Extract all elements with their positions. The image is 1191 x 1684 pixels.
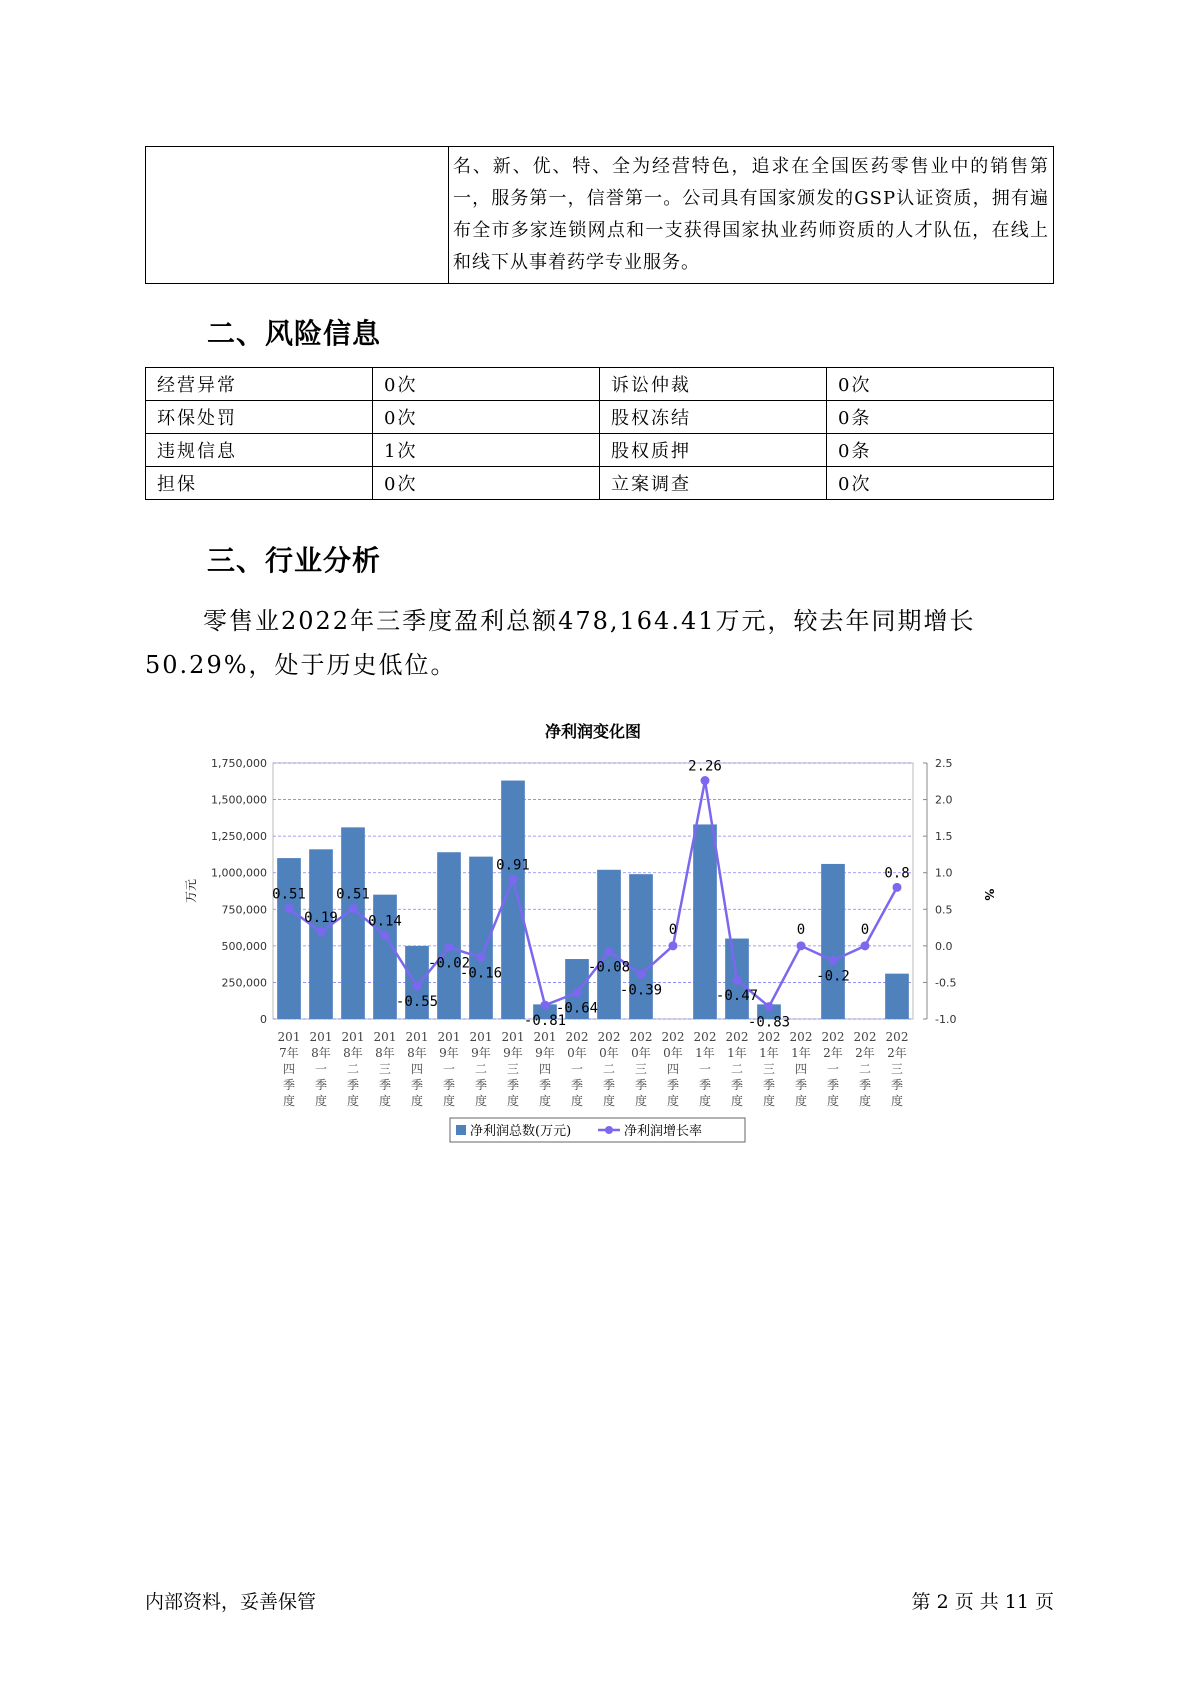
risk-value: 0次 xyxy=(827,467,1054,500)
x-tick-label: 9年 xyxy=(535,1046,555,1060)
x-tick-label: 度 xyxy=(666,1094,680,1108)
growth-rate-point xyxy=(381,931,390,940)
growth-rate-point xyxy=(349,904,358,913)
y2-tick-label: 1.5 xyxy=(935,830,953,844)
x-tick-label: 9年 xyxy=(471,1046,491,1060)
x-tick-label: 二 xyxy=(602,1062,616,1076)
y2-tick-label: -0.5 xyxy=(935,976,957,990)
x-tick-label: 202 xyxy=(853,1030,877,1044)
x-tick-label: 202 xyxy=(885,1030,909,1044)
data-label: 0.91 xyxy=(496,857,530,874)
data-label: 0.19 xyxy=(304,909,338,926)
x-tick-label: 9年 xyxy=(503,1046,523,1060)
risk-value: 0次 xyxy=(373,368,600,401)
growth-rate-point xyxy=(285,904,294,913)
industry-paragraph: 零售业2022年三季度盈利总额478,164.41万元，较去年同期增长50.29%，处于历史低位。 xyxy=(145,607,976,679)
x-tick-label: 季 xyxy=(794,1078,808,1092)
x-tick-label: 季 xyxy=(698,1078,712,1092)
x-tick-label: 8年 xyxy=(407,1046,427,1060)
x-tick-label: 201 xyxy=(277,1030,301,1044)
legend-line-label: 净利润增长率 xyxy=(624,1124,703,1139)
data-label: 0 xyxy=(796,921,806,938)
risk-value: 0次 xyxy=(373,467,600,500)
x-tick-label: 季 xyxy=(442,1078,456,1092)
x-tick-label: 一 xyxy=(826,1062,840,1076)
x-tick-label: 0年 xyxy=(567,1046,587,1060)
intro-text-cell: 名、新、优、特、全为经营特色，追求在全国医药零售业中的销售第一，服务第一，信誉第一。公司具有国家颁发的GSP认证资质，拥有遍布全市多家连锁网点和一支获得国家执业药师资质的人才队伍，在线上和线下从事着药学专业服务。 xyxy=(449,147,1054,284)
intro-label-cell xyxy=(146,147,449,284)
x-tick-label: 201 xyxy=(469,1030,493,1044)
x-tick-label: 季 xyxy=(762,1078,776,1092)
y-tick-label: 1,000,000 xyxy=(211,866,267,880)
x-tick-label: 度 xyxy=(282,1094,296,1108)
growth-rate-point xyxy=(765,1002,774,1011)
growth-rate-point xyxy=(893,883,902,892)
x-tick-label: 四 xyxy=(794,1062,808,1076)
x-tick-label: 度 xyxy=(506,1094,520,1108)
x-tick-label: 季 xyxy=(634,1078,648,1092)
y-tick-label: 500,000 xyxy=(221,939,267,953)
x-tick-label: 201 xyxy=(501,1030,525,1044)
x-tick-label: 度 xyxy=(346,1094,360,1108)
y2-tick-label: -1.0 xyxy=(935,1013,957,1026)
bar xyxy=(437,852,461,1019)
data-label: -0.02 xyxy=(427,955,471,972)
x-tick-label: 202 xyxy=(725,1030,749,1044)
growth-rate-point xyxy=(605,947,614,956)
x-tick-label: 季 xyxy=(858,1078,872,1092)
x-tick-label: 0年 xyxy=(631,1046,651,1060)
x-tick-label: 8年 xyxy=(375,1046,395,1060)
risk-value: 0条 xyxy=(827,401,1054,434)
x-tick-label: 度 xyxy=(474,1094,488,1108)
y2-tick-label: 2.0 xyxy=(935,793,953,807)
x-tick-label: 三 xyxy=(506,1062,520,1076)
x-tick-label: 202 xyxy=(693,1030,717,1044)
risk-label: 股权冻结 xyxy=(600,401,827,434)
x-tick-label: 201 xyxy=(309,1030,333,1044)
x-tick-label: 202 xyxy=(565,1030,589,1044)
x-tick-label: 度 xyxy=(794,1094,808,1108)
x-tick-label: 季 xyxy=(826,1078,840,1092)
x-tick-label: 季 xyxy=(474,1078,488,1092)
x-tick-label: 度 xyxy=(858,1094,872,1108)
bar xyxy=(341,827,365,1019)
growth-rate-point xyxy=(861,941,870,950)
x-tick-label: 三 xyxy=(762,1062,776,1076)
x-tick-label: 二 xyxy=(346,1062,360,1076)
x-tick-label: 季 xyxy=(282,1078,296,1092)
x-tick-label: 9年 xyxy=(439,1046,459,1060)
growth-rate-point xyxy=(701,776,710,785)
y2-tick-label: 2.5 xyxy=(935,757,953,770)
y-axis-label: 万元 xyxy=(184,878,198,904)
risk-label: 股权质押 xyxy=(600,434,827,467)
data-label: 0.51 xyxy=(336,886,370,903)
x-tick-label: 202 xyxy=(757,1030,781,1044)
x-tick-label: 一 xyxy=(314,1062,328,1076)
risk-value: 0条 xyxy=(827,434,1054,467)
x-tick-label: 0年 xyxy=(599,1046,619,1060)
y2-axis-label: % xyxy=(982,888,996,901)
growth-rate-point xyxy=(413,982,422,991)
table-row xyxy=(146,467,1054,500)
x-tick-label: 度 xyxy=(378,1094,392,1108)
x-tick-label: 201 xyxy=(341,1030,365,1044)
x-tick-label: 季 xyxy=(570,1078,584,1092)
risk-table xyxy=(145,367,1054,500)
x-tick-label: 季 xyxy=(666,1078,680,1092)
x-tick-label: 季 xyxy=(538,1078,552,1092)
x-tick-label: 201 xyxy=(373,1030,397,1044)
growth-rate-point xyxy=(445,943,454,952)
legend-bar-label: 净利润总数(万元) xyxy=(470,1124,572,1139)
growth-rate-point xyxy=(509,875,518,884)
data-label: -0.81 xyxy=(523,1013,567,1030)
x-tick-label: 7年 xyxy=(279,1046,299,1060)
data-label: 0.51 xyxy=(272,886,306,903)
growth-rate-point xyxy=(317,927,326,936)
x-tick-label: 1年 xyxy=(727,1046,747,1060)
data-label: -0.39 xyxy=(619,982,663,999)
x-tick-label: 四 xyxy=(282,1062,296,1076)
x-tick-label: 2年 xyxy=(855,1046,875,1060)
x-tick-label: 度 xyxy=(634,1094,648,1108)
x-tick-label: 季 xyxy=(602,1078,616,1092)
x-tick-label: 季 xyxy=(890,1078,904,1092)
bar xyxy=(277,858,301,1019)
x-tick-label: 201 xyxy=(533,1030,557,1044)
growth-rate-point xyxy=(573,988,582,997)
x-tick-label: 季 xyxy=(346,1078,360,1092)
y-tick-label: 1,250,000 xyxy=(211,830,267,844)
growth-rate-point xyxy=(541,1001,550,1010)
data-label: -0.16 xyxy=(459,965,503,982)
bar xyxy=(821,864,845,1019)
y2-tick-label: 1.0 xyxy=(935,866,953,880)
x-tick-label: 度 xyxy=(314,1094,328,1108)
footer-note: 内部资料，妥善保管 xyxy=(145,1591,317,1613)
y2-tick-label: 0.5 xyxy=(935,903,953,917)
x-tick-label: 二 xyxy=(730,1062,744,1076)
x-tick-label: 四 xyxy=(538,1062,552,1076)
x-tick-label: 1年 xyxy=(791,1046,811,1060)
x-tick-label: 202 xyxy=(661,1030,685,1044)
risk-label: 环保处罚 xyxy=(146,401,373,434)
x-tick-label: 202 xyxy=(821,1030,845,1044)
x-tick-label: 度 xyxy=(730,1094,744,1108)
x-tick-label: 2年 xyxy=(823,1046,843,1060)
x-tick-label: 季 xyxy=(506,1078,520,1092)
growth-rate-point xyxy=(733,976,742,985)
x-tick-label: 度 xyxy=(538,1094,552,1108)
x-tick-label: 四 xyxy=(666,1062,680,1076)
data-label: -0.64 xyxy=(555,1000,599,1017)
table-row xyxy=(146,368,1054,401)
x-tick-label: 202 xyxy=(789,1030,813,1044)
risk-value: 1次 xyxy=(373,434,600,467)
x-tick-label: 度 xyxy=(442,1094,456,1108)
x-tick-label: 度 xyxy=(826,1094,840,1108)
net-profit-chart xyxy=(178,715,1028,1175)
x-tick-label: 201 xyxy=(437,1030,461,1044)
risk-heading: 二、风险信息 xyxy=(207,317,382,350)
x-tick-label: 度 xyxy=(410,1094,424,1108)
x-tick-label: 度 xyxy=(890,1094,904,1108)
growth-rate-point xyxy=(637,970,646,979)
risk-label: 违规信息 xyxy=(146,434,373,467)
y-tick-label: 1,750,000 xyxy=(211,757,267,770)
growth-rate-point xyxy=(477,953,486,962)
x-tick-label: 三 xyxy=(378,1062,392,1076)
growth-rate-point xyxy=(797,941,806,950)
legend-bar-swatch xyxy=(456,1125,466,1135)
x-tick-label: 一 xyxy=(698,1062,712,1076)
chart-title: 净利润变化图 xyxy=(544,722,642,741)
data-label: -0.55 xyxy=(395,994,439,1011)
x-tick-label: 1年 xyxy=(695,1046,715,1060)
bar xyxy=(597,870,621,1019)
data-label: 0 xyxy=(668,921,678,938)
x-tick-label: 季 xyxy=(314,1078,328,1092)
x-tick-label: 2年 xyxy=(887,1046,907,1060)
growth-rate-point xyxy=(829,956,838,965)
risk-label: 诉讼仲裁 xyxy=(600,368,827,401)
legend-line-marker xyxy=(605,1126,613,1134)
x-tick-label: 0年 xyxy=(663,1046,683,1060)
x-tick-label: 8年 xyxy=(311,1046,331,1060)
data-label: 0 xyxy=(860,921,870,938)
company-intro-table xyxy=(145,146,1054,284)
y-tick-label: 250,000 xyxy=(221,976,267,990)
bar xyxy=(693,824,717,1019)
y2-tick-label: 0.0 xyxy=(935,939,953,953)
x-tick-label: 一 xyxy=(570,1062,584,1076)
risk-label: 经营异常 xyxy=(146,368,373,401)
x-tick-label: 二 xyxy=(858,1062,872,1076)
x-tick-label: 度 xyxy=(602,1094,616,1108)
x-tick-label: 202 xyxy=(597,1030,621,1044)
x-tick-label: 8年 xyxy=(343,1046,363,1060)
y-tick-label: 0 xyxy=(260,1013,267,1026)
table-row xyxy=(146,434,1054,467)
risk-label: 担保 xyxy=(146,467,373,500)
data-label: 0.14 xyxy=(368,913,402,930)
x-tick-label: 度 xyxy=(698,1094,712,1108)
x-tick-label: 201 xyxy=(405,1030,429,1044)
data-label: -0.08 xyxy=(587,959,631,976)
x-tick-label: 一 xyxy=(442,1062,456,1076)
data-label: -0.2 xyxy=(816,968,850,985)
data-label: 0.8 xyxy=(884,865,910,882)
data-label: 2.26 xyxy=(688,758,722,775)
x-tick-label: 三 xyxy=(634,1062,648,1076)
industry-heading: 三、行业分析 xyxy=(207,544,382,577)
risk-value: 0次 xyxy=(827,368,1054,401)
bar xyxy=(885,974,909,1019)
x-tick-label: 二 xyxy=(474,1062,488,1076)
data-label: -0.83 xyxy=(747,1014,791,1031)
x-tick-label: 季 xyxy=(378,1078,392,1092)
x-tick-label: 四 xyxy=(410,1062,424,1076)
table-row xyxy=(146,401,1054,434)
x-tick-label: 季 xyxy=(730,1078,744,1092)
data-label: -0.47 xyxy=(715,988,759,1005)
x-tick-label: 202 xyxy=(629,1030,653,1044)
y-tick-label: 750,000 xyxy=(221,903,267,917)
x-tick-label: 度 xyxy=(762,1094,776,1108)
x-tick-label: 三 xyxy=(890,1062,904,1076)
risk-label: 立案调查 xyxy=(600,467,827,500)
page-number: 第 2 页 共 11 页 xyxy=(911,1591,1054,1613)
risk-value: 0次 xyxy=(373,401,600,434)
x-tick-label: 度 xyxy=(570,1094,584,1108)
y-tick-label: 1,500,000 xyxy=(211,793,267,807)
x-tick-label: 1年 xyxy=(759,1046,779,1060)
growth-rate-point xyxy=(669,941,678,950)
x-tick-label: 季 xyxy=(410,1078,424,1092)
